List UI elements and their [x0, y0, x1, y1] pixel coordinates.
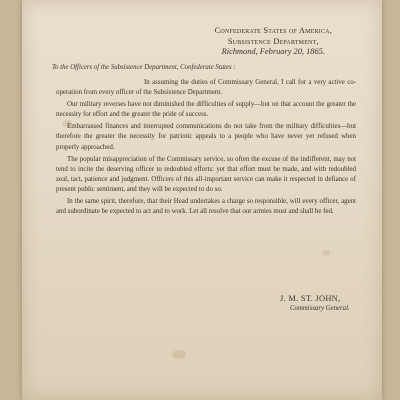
letterhead — [215, 26, 332, 58]
letterhead-line-2: Subsistence Department, — [227, 36, 319, 46]
paper-stain — [322, 250, 330, 256]
letter-body — [56, 78, 356, 219]
paragraph: Our military reverses have not diminished the difficulties of supply—but on that account the greater the necessity for effort and the greater the pride of success. — [56, 101, 356, 119]
document-page — [22, 0, 382, 400]
signature-name: J. M. ST. JOHN, — [280, 294, 341, 303]
paragraph: In the same spirit, therefore, that their Head undertakes a charge so responsible, will every officer, agent and subordinate be expected to act and to work. Let all resolve that our armies must and shall be fed. — [56, 198, 356, 216]
paragraph: The popular misappreciation of the Commissary service, so often the excuse of the indifferent, may not tend to incite the deserving officer to redoubled efforts: yet that effort must be made, and with redoubled zeal, tact, patience and judgment. Officers of this all-important service can make it respected in defiance of present public sentiment, and they will be expected to do so. — [56, 155, 356, 193]
paper-stain — [172, 350, 186, 359]
salutation: To the Officers of the Subsistence Department, Confederate States : — [52, 64, 236, 71]
letter-date: Richmond, February 20, 1865. — [221, 47, 325, 56]
signature-title: Commissary General. — [290, 305, 350, 312]
paragraph: Embarrassed finances and interrupted communications do not take from the military difficulties—but therefore the greater the necessity for patriotic appeals to a people who have never yet refused when properly approached. — [56, 123, 356, 151]
letterhead-line-1: Confederate States of America, — [214, 26, 332, 35]
paragraph: In assuming the duties of Commissary General, I call for a very active co-operation from every officer of the Subsistence Department. — [56, 79, 356, 97]
